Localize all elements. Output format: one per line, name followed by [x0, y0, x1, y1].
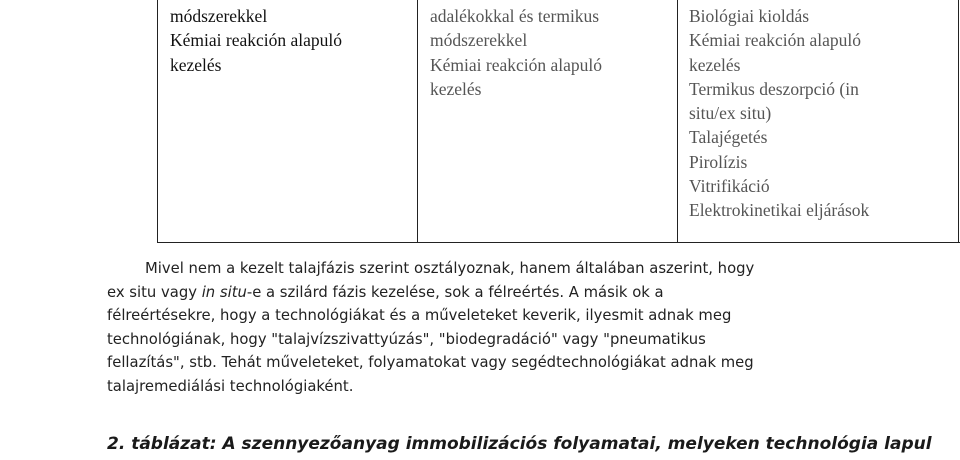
body-paragraph — [107, 257, 927, 398]
paragraph-line: Mivel nem a kezelt talajfázis szerint osztályoznak, hanem általában aszerint, hogy — [145, 260, 755, 277]
paragraph-line: félreértésekre, hogy a technológiákat és a műveleteket keverik, ilyesmit adnak meg — [107, 307, 732, 324]
cell-line: Biológiai kioldás — [689, 6, 810, 26]
paragraph-line: technológiának, hogy "talajvízszivattyúzás", "biodegradáció" vagy "pneumatikus — [107, 330, 706, 348]
cell-line: situ/ex situ) — [689, 103, 772, 124]
cell-line: kezelés — [430, 78, 482, 99]
paragraph-line — [107, 281, 927, 305]
cell-line: Termikus deszorpció (in — [689, 78, 859, 99]
table-cell-col3 — [689, 4, 869, 223]
cell-line: adalékokkal és termikus — [430, 6, 600, 26]
paragraph-text: ex situ vagy — [107, 283, 202, 301]
cell-line: Pirolízis — [689, 151, 748, 172]
paragraph-text: -e a szilárd fázis kezelése, sok a félreértés. A másik ok a — [246, 283, 664, 301]
paragraph-italic-text: in situ — [201, 283, 247, 301]
cell-line: módszerekkel — [430, 30, 528, 51]
table-border-left — [157, 0, 158, 243]
cell-line: Kémiai reakción alapuló — [170, 30, 343, 51]
cell-line: Vitrifikáció — [689, 176, 770, 197]
cell-line: Kémiai reakción alapuló — [689, 30, 862, 51]
cell-line: Kémiai reakción alapuló — [430, 54, 603, 75]
cell-line: módszerekkel — [170, 6, 268, 26]
paragraph-line: fellazítás", stb. Tehát műveleteket, folyamatokat vagy segédtechnológiákat adnak meg — [107, 354, 754, 371]
table-cell-col2 — [430, 4, 602, 101]
cell-line: kezelés — [689, 54, 741, 75]
table-cell-col1 — [170, 4, 342, 77]
table-border-bottom — [157, 242, 960, 243]
table-divider-1 — [417, 0, 418, 243]
table-divider-2 — [677, 0, 678, 243]
paragraph-line: talajremediálási technológiaként. — [107, 377, 354, 395]
table-caption: 2. táblázat: A szennyezőanyag immobilizációs folyamatai, melyeken technológia lapul — [107, 434, 932, 454]
cell-line: kezelés — [170, 54, 222, 75]
cell-line: Talajégetés — [689, 127, 768, 148]
cell-line: Elektrokinetikai eljárások — [689, 200, 870, 221]
table-border-right — [958, 0, 959, 243]
